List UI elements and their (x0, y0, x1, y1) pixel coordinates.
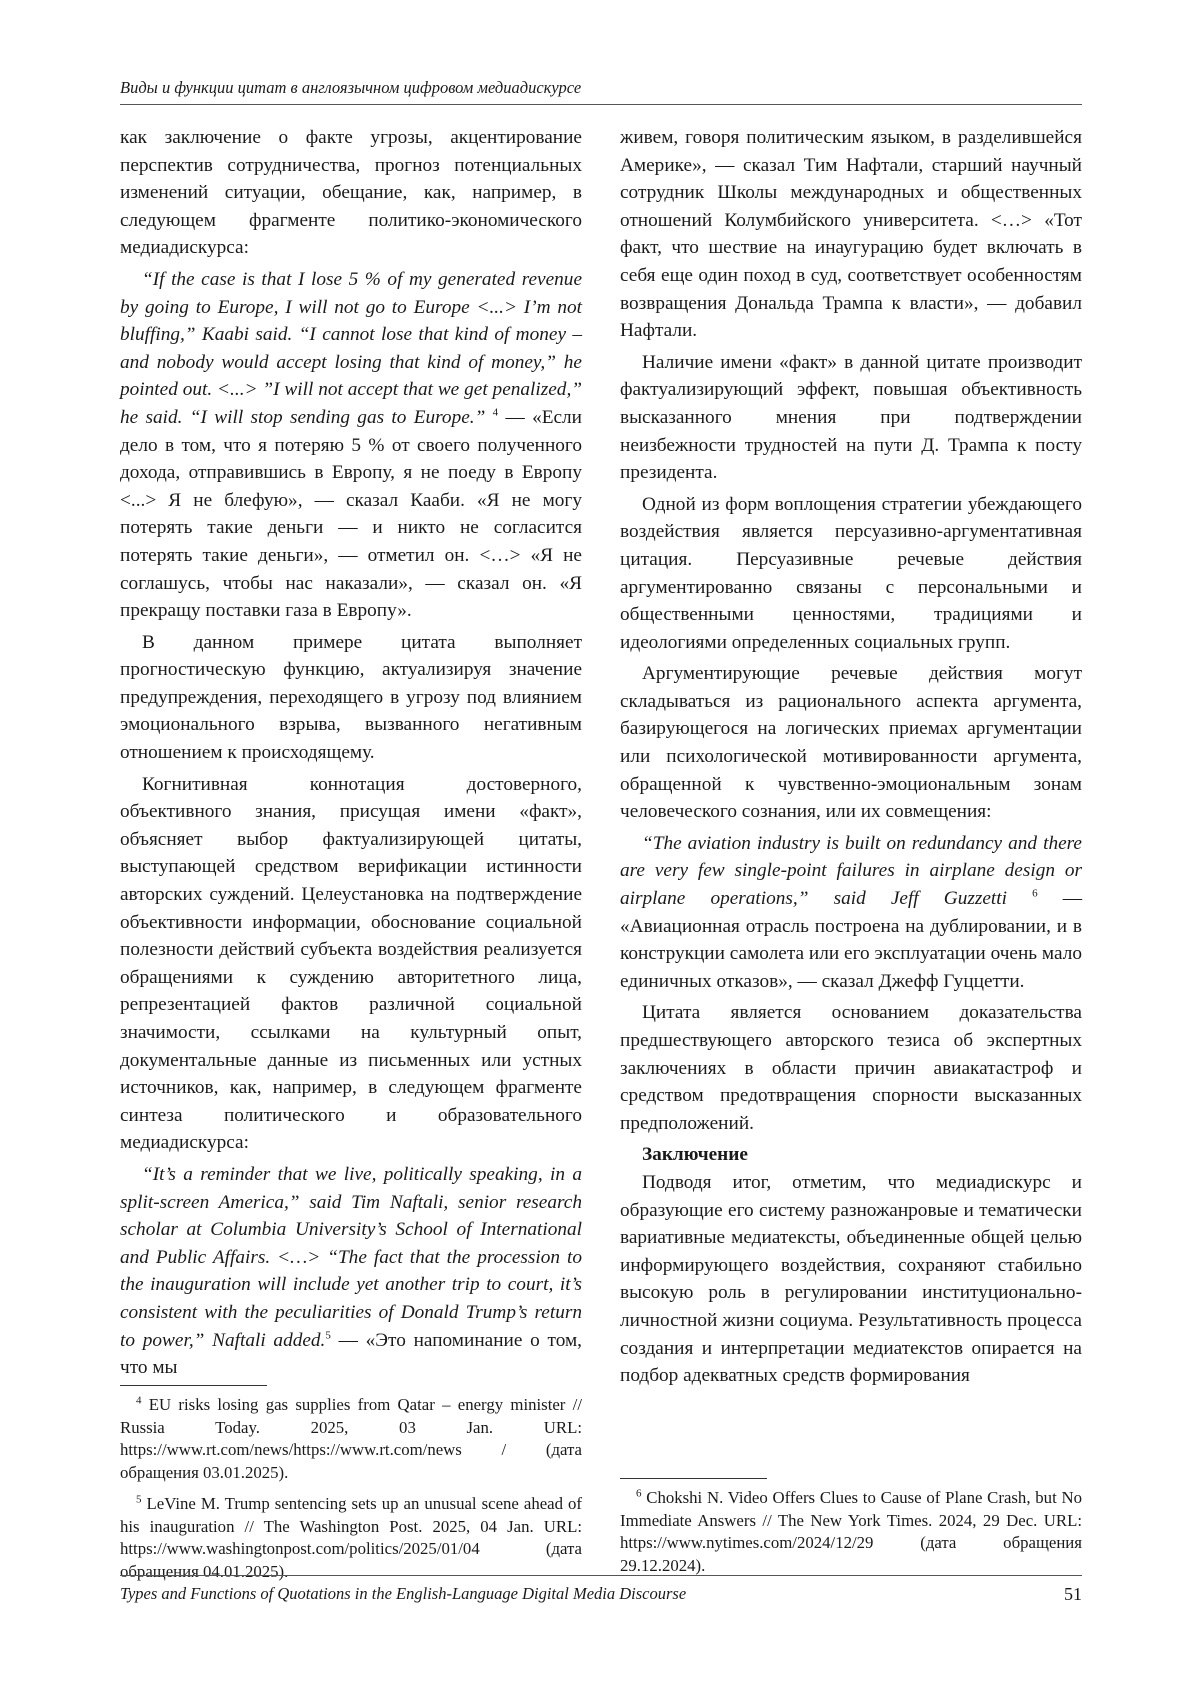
footnote-number: 6 (636, 1487, 642, 1500)
paragraph: живем, говоря политическим языком, в разделившейся Америке», — сказал Тим Нафтали, старший научный сотрудник Школы международных и общественных отношений Колумбийского университета. <…> «Тот факт, что шествие на инаугурацию будет включать в себя еще один поход в суд, соответствует особенностям возвращения Дональда Трампа к власти», — добавил Нафтали. (620, 127, 1082, 342)
paragraph: Одной из форм воплощения стратегии убеждающего воздействия является персуазивно-аргументативная цитация. Персуазивные речевые действия аргументированно связаны с персональными и общественными ценностями, традициями и идеологиями определенных социальных групп. (620, 493, 1082, 653)
paragraph: Подводя итог, отметим, что медиадискурс и образующие его систему разножанровые и тематически вариативные медиатексты, объединенные общей целью информирующего воздействия, сохраняют стабильно высокую роль в регулировании институционально-личностной жизни социума. Результативность процесса создания и интерпретации медиатекстов опирается на подбор адекватных средств формирования (620, 1171, 1082, 1387)
footnote-text: Chokshi N. Video Offers Clues to Cause of Plane Crash, but No Immediate Answers // The New York Times. 2024, 29 Dec. URL: https://www.nytimes.com/2024/12/29 (дата обращения 29.12.2024). (620, 1488, 1082, 1575)
section-heading: Заключение (642, 1144, 748, 1166)
footnote-ref: 6 (1032, 887, 1038, 900)
paragraph: Аргументирующие речевые действия могут складываться из рационального аспекта аргумента, базирующегося на логических приемах аргументации или психологической мотивированности аргумента, обращенной к чувственно-эмоциональным зонам человеческого сознания, или их совмещения: (620, 663, 1082, 823)
page-number: 51 (1064, 1584, 1082, 1604)
footnote-4 (120, 1394, 582, 1484)
footnotes-right (620, 1478, 1082, 1586)
left-column (120, 124, 582, 1386)
footnote-number: 5 (136, 1493, 142, 1506)
paragraph: как заключение о факте угрозы, акцентирование перспектив сотрудничества, прогноз потенциальных изменений ситуации, обещание, как, например, в следующем фрагменте политико-экономического медиадискурса: (120, 127, 582, 259)
running-head-title: Виды и функции цитат в англоязычном цифровом медиадискурсе (120, 78, 582, 97)
paragraph: Когнитивная коннотация достоверного, объективного знания, присущая имени «факт», объясняет выбор фактуализирующей цитаты, выступающей средством верификации истинности авторских суждений. Целеустановка на подтверждение объективности информации, обоснование социальной полезности действий субъекта воздействия реализуется обращениями к суждению авторитетного лица, репрезентацией фактов различной социальной значимости, ссылками на культурный опыт, документальные данные из письменных или устных источников, как, например, в следующем фрагменте синтеза политического и образовательного медиадискурса: (120, 773, 582, 1154)
quote-naftali (120, 1161, 582, 1382)
footnote-divider (620, 1478, 767, 1479)
footnote-ref: 4 (492, 406, 499, 419)
footnote-text: EU risks losing gas supplies from Qatar – energy minister // Russia Today. 2025, 03 Jan. URL: https://www.rt.com/news/https://www.rt.com/news / (дата обращения 03.01.2025). (120, 1395, 582, 1482)
paragraph: Цитата является основанием доказательства предшествующего авторского тезиса об экспертных заключениях в области причин авиакатастроф и средством предотвращения спорности высказанных предположений. (620, 1002, 1082, 1134)
quote-guzzetti (620, 830, 1082, 996)
quote-english: “It’s a reminder that we live, politically speaking, in a split-screen America,” said Tim Naftali, senior research scholar at Columbia University’s School of International and Public Affairs. <…> “The fact that the procession to the inauguration will include yet another trip to court, it’s consistent with the peculiarities of Donald Trump’s return to power,” Naftali added. (120, 1163, 582, 1351)
footnote-number: 4 (136, 1394, 142, 1407)
quote-russian: — «Если дело в том, что я потеряю 5 % от своего полученного дохода, отправившись в Европу, я не поеду в Европу <...> Я не блефую», — сказал Кааби. «Я не могу потерять такие деньги — и никто не согласится потерять такие деньги», — отметил он. <…> «Я не соглашусь, чтобы нас наказали», — сказал он. «Я прекращу поставки газа в Европу». (120, 406, 583, 622)
running-foot-title: Types and Functions of Quotations in the English-Language Digital Media Discourse (120, 1584, 687, 1603)
paragraph: В данном примере цитата выполняет прогностическую функцию, актуализируя значение предупреждения, переходящего в угрозу под влиянием эмоционального взрыва, вызванного негативным отношением к происходящему. (120, 631, 582, 764)
footnote-text: LeVine M. Trump sentencing sets up an unusual scene ahead of his inauguration // The Washington Post. 2025, 04 Jan. URL: https://www.washingtonpost.com/politics/2025/01/04 (дата обращения 04.01.2025). (120, 1494, 582, 1581)
running-foot (120, 1575, 1082, 1604)
running-head (120, 78, 1082, 105)
footnote-divider (120, 1385, 267, 1386)
paragraph: Наличие имени «факт» в данной цитате производит фактуализирующий эффект, повышая объективность высказанного мнения при подтверждении неизбежности трудностей на пути Д. Трампа к посту президента. (620, 351, 1082, 484)
quote-english: “If the case is that I lose 5 % of my generated revenue by going to Europe, I will not go to Europe <...> I’m not bluffing,” Kaabi said. “I cannot lose that kind of money – and nobody would accept losing that kind of money,” he pointed out. <...> ”I will not accept that we get penalized,” he said. “I will stop sending gas to Europe.” (120, 268, 582, 428)
right-column (620, 124, 1082, 1394)
quote-russian: — «Это напоминание о том, что мы (120, 1329, 583, 1379)
quote-english: “The aviation industry is built on redundancy and there are very few single-point failures in airplane design or airplane operations,” said Jeff Guzzetti (620, 832, 1082, 910)
quote-russian: — «Авиационная отрасль построена на дублировании, и в конструкции самолета или его эксплуатации очень мало единичных отказов», — сказал Джефф Гуццетти. (620, 888, 1082, 992)
footnote-6 (620, 1487, 1082, 1577)
footnotes-left (120, 1385, 582, 1592)
footnote-5 (120, 1493, 582, 1583)
quote-naftali-kaabi (120, 266, 582, 625)
footnote-ref: 5 (325, 1329, 331, 1342)
